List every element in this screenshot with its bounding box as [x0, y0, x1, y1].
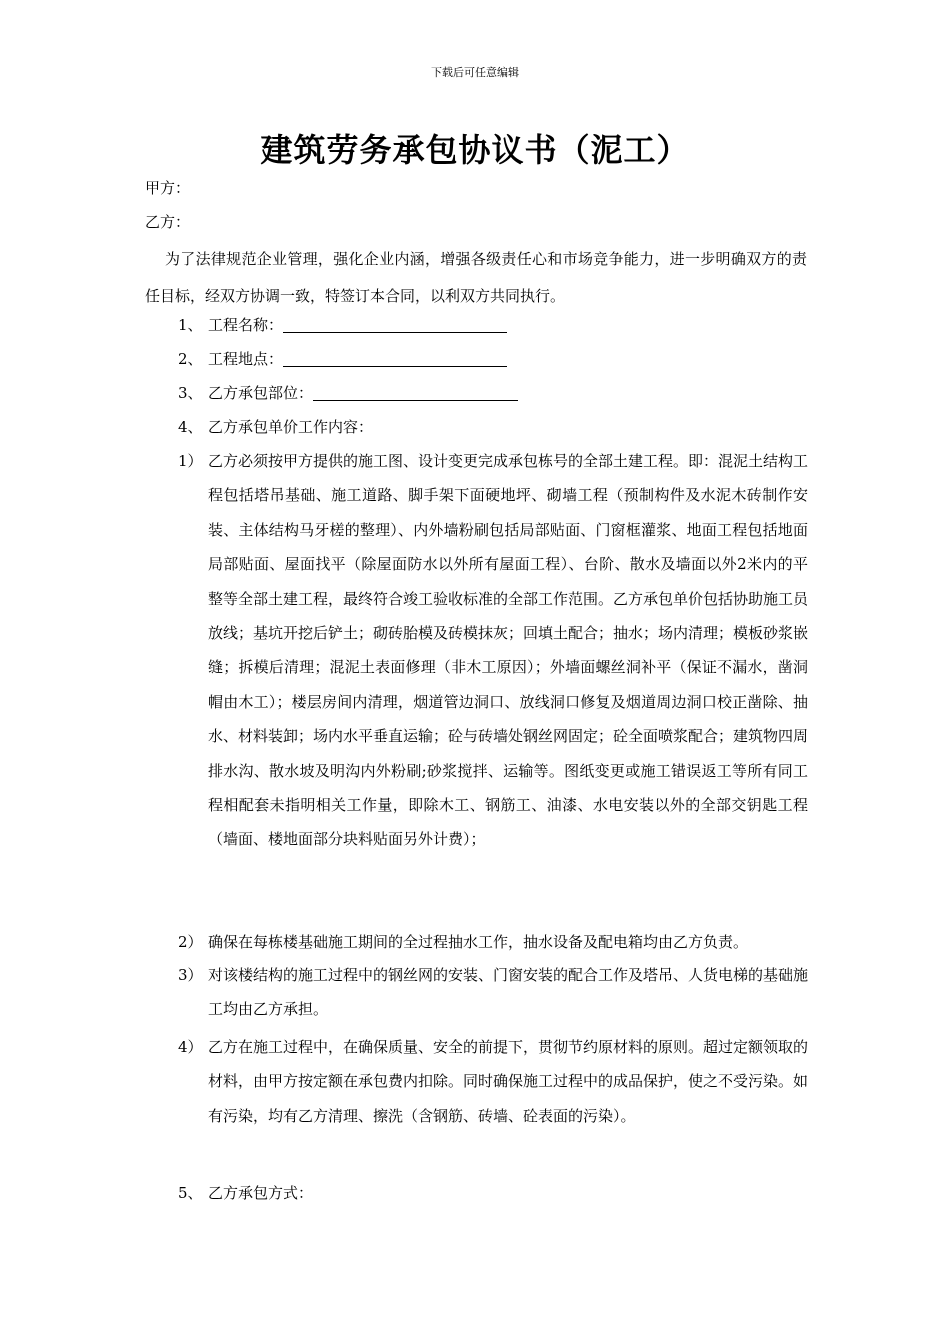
subitem-4 [178, 1030, 808, 1133]
party-b-line: 乙方： [145, 213, 191, 231]
item-label: 工程地点： [208, 350, 284, 368]
item-label: 工程名称： [208, 316, 284, 334]
subitem-1 [178, 444, 808, 857]
header-note: 下载后可任意编辑 [431, 66, 519, 79]
item-number: 1、 [178, 316, 203, 334]
fill-in-blank [283, 316, 507, 333]
intro-paragraph: 为了法律规范企业管理，强化企业内涵，增强各级责任心和市场竞争能力，进一步明确双方的责任目标，经双方协调一致，特签订本合同，以利双方共同执行。 [145, 250, 807, 305]
item-contract-scope [178, 383, 518, 403]
fill-in-blank [313, 384, 518, 401]
item-label: 乙方承包方式： [208, 1184, 314, 1202]
subitem-text: 乙方必须按甲方提供的施工图、设计变更完成承包栋号的全部土建工程。即：混泥土结构工程包括塔吊基础、施工道路、脚手架下面硬地坪、砌墙工程（预制构件及水泥木砖制作安装、主体结构马牙槎的整理）、内外墙粉刷包括局部贴面、门窗框灌浆、地面工程包括地面局部贴面、屋面找平（除屋面防水以外所有屋面工程）、台阶、散水及墙面以外2米内的平整等全部土建工程，最终符合竣工验收标准的全部工作范围。乙方承包单价包括协助施工员放线；基坑开挖后铲土；砌砖胎模及砖模抹灰；回填土配合；抽水；场内清理；模板砂浆嵌缝；拆模后清理；混泥土表面修理（非木工原因）；外墙面螺丝洞补平（保证不漏水，凿洞帽由木工）；楼层房间内清理，烟道管边洞口、放线洞口修复及烟道周边洞口校正凿除、抽水、材料装卸；场内水平垂直运输；砼与砖墙处钢丝网固定；砼全面喷浆配合；建筑物四周排水沟、散水坡及明沟内外粉刷;砂浆搅拌、运输等。图纸变更或施工错误返工等所有同工程相配套未指明相关工作量，即除木工、钢筋工、油漆、水电安装以外的全部交钥匙工程（墙面、楼地面部分块料贴面另外计费）； [208, 452, 809, 849]
item-number: 2、 [178, 350, 203, 368]
document-title: 建筑劳务承包协议书（泥工） [260, 131, 690, 169]
subitem-number: 2） [178, 933, 203, 951]
item-number: 5、 [178, 1184, 203, 1202]
subitem-text: 乙方在施工过程中，在确保质量、安全的前提下，贯彻节约原材料的原则。超过定额领取的材料，由甲方按定额在承包费内扣除。同时确保施工过程中的成品保护，使之不受污染。如有污染，均有乙方清理、擦洗（含钢筋、砖墙、砼表面的污染）。 [208, 1038, 809, 1125]
subitem-number: 1） [178, 452, 203, 470]
party-a-line: 甲方： [145, 179, 191, 197]
item-unit-price-content [178, 417, 373, 437]
subitem-number: 3） [178, 966, 203, 984]
item-project-location [178, 349, 507, 369]
subitem-number: 4） [178, 1038, 203, 1056]
subitem-text: 对该楼结构的施工过程中的钢丝网的安装、门窗安装的配合工作及塔吊、人货电梯的基础施工均由乙方承担。 [208, 966, 809, 1019]
fill-in-blank [283, 350, 507, 367]
item-label: 乙方承包部位： [208, 384, 314, 402]
item-project-name [178, 315, 507, 335]
item-contract-method [178, 1183, 313, 1203]
subitem-3 [178, 958, 808, 1027]
item-number: 3、 [178, 384, 203, 402]
item-number: 4、 [178, 418, 203, 436]
subitem-2 [178, 925, 808, 959]
subitem-text: 确保在每栋楼基础施工期间的全过程抽水工作，抽水设备及配电箱均由乙方负责。 [208, 933, 749, 951]
item-label: 乙方承包单价工作内容： [208, 418, 374, 436]
